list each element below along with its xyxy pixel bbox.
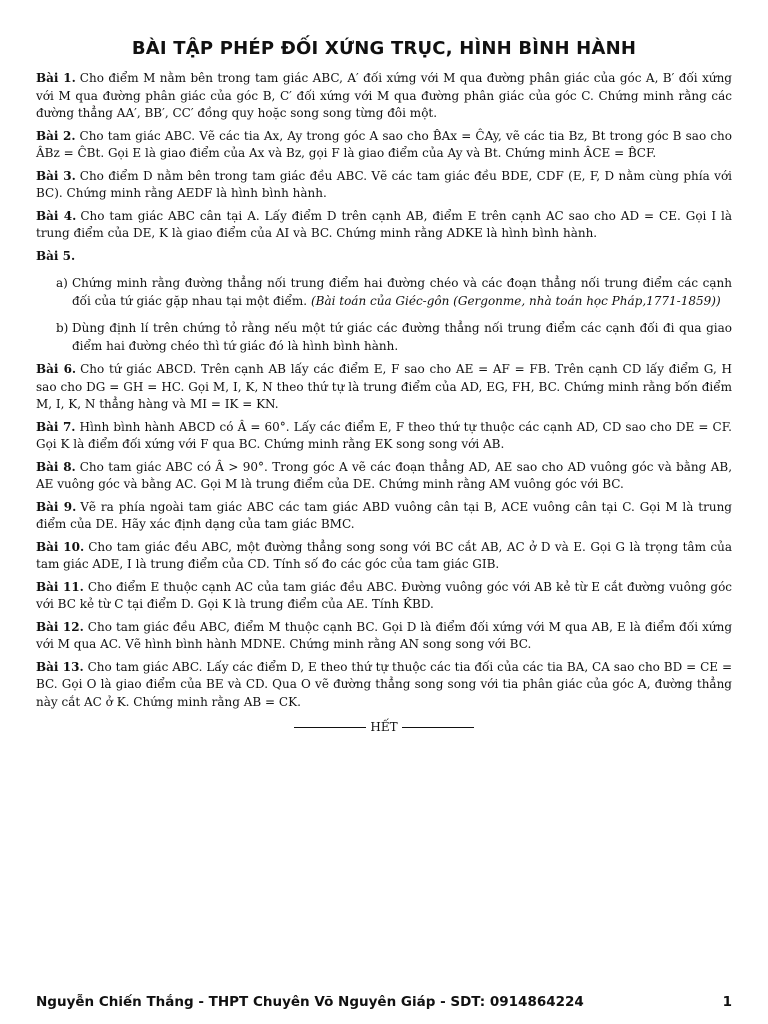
page-title: BÀI TẬP PHÉP ĐỐI XỨNG TRỤC, HÌNH BÌNH HÀNH [131, 38, 637, 59]
problem-7 [36, 419, 732, 454]
problem-text: Cho điểm M nằm bên trong tam giác ABC, A′ đối xứng với M qua đường phân giác của góc A, B′ đối xứng với M qua đường phân giác của góc B, C′ đối xứng với M qua đường phân giác của góc C. Chứng minh rằng các đường thẳng AA′, BB′, CC′ đồng quy hoặc song song từng đôi một. [36, 71, 732, 120]
divider-left [294, 727, 366, 728]
problem-list [36, 70, 732, 737]
problem-10 [36, 539, 732, 574]
problem-label: Bài 9. [36, 499, 77, 514]
page-number: 1 [722, 994, 732, 1010]
problem-12 [36, 619, 732, 654]
problem-text: Cho tam giác ABC có Â > 90°. Trong góc A vẽ các đoạn thẳng AD, AE sao cho AD vuông góc và bằng AB, AE vuông góc và bằng AC. Gọi M là trung điểm của DE. Chứng minh rằng AM vuông góc với BC. [36, 459, 733, 491]
problem-label: Bài 12. [36, 619, 84, 634]
problem-text: Cho tứ giác ABCD. Trên cạnh AB lấy các điểm E, F sao cho AE = AF = FB. Trên cạnh CD lấy điểm G, H sao cho DG = GH = HC. Gọi M, I, K, N theo thứ tự là trung điểm của AD, EG, FH, BC. Chứng minh rằng bốn điểm M, I, K, N thẳng hàng và MI = IK = KN. [36, 362, 732, 411]
problem-label: Bài 10. [36, 539, 85, 554]
problem-text: Cho tam giác ABC. Lấy các điểm D, E theo thứ tự thuộc các tia đối của các tia BA, CA sao cho BD = CE = BC. Gọi O là giao điểm của BE và CD. Qua O vẽ đường thẳng song song với tia phân giác của góc A, đường thẳng này cắt AC ở K. Chứng minh rằng AB = CK. [36, 659, 732, 709]
problem-5-part-b [36, 320, 732, 355]
problem-5-part-a [36, 275, 732, 310]
problem-label: Bài 2. [36, 128, 76, 143]
problem-label: Bài 4. [36, 208, 77, 223]
footer-author: Nguyễn Chiến Thắng - THPT Chuyên Võ Nguyên Giáp - SDT: 0914864224 [36, 994, 584, 1010]
problem-4 [36, 208, 732, 243]
problem-9 [36, 499, 732, 534]
page-footer [36, 994, 732, 1010]
part-label: a) [56, 276, 68, 290]
problem-text: Hình bình hành ABCD có Â = 60°. Lấy các điểm E, F theo thứ tự thuộc các cạnh AD, CD sao cho DE = CF. Gọi K là điểm đối xứng với F qua BC. Chứng minh rằng EK song song với AB. [36, 419, 732, 451]
problem-text: Cho tam giác đều ABC, một đường thẳng song song với BC cắt AB, AC ở D và E. Gọi G là trọng tâm của tam giác ADE, I là trung điểm của CD. Tính số đo các góc của tam giác GIB. [36, 539, 733, 571]
problem-label: Bài 8. [36, 459, 76, 474]
divider-right [402, 727, 474, 728]
historical-note: (Bài toán của Giéc-gôn (Gergonme, nhà toán học Pháp,1771-1859)) [310, 293, 721, 308]
problem-text: Cho tam giác ABC. Vẽ các tia Ax, Ay trong góc A sao cho B̂Ax = ĈAy, vẽ các tia Bz, Bt trong góc B sao cho ÂBz = ĈBt. Gọi E là giao điểm của Ax và Bz, gọi F là giao điểm của Ay và Bt. Chứng minh ÂCE = B̂CF. [36, 128, 732, 160]
problem-text: Cho tam giác ABC cân tại A. Lấy điểm D trên cạnh AB, điểm E trên cạnh AC sao cho AD = CE. Gọi I là trung điểm của DE, K là giao điểm của AI và BC. Chứng minh rằng ADKE là hình bình hành. [36, 208, 733, 240]
problem-6 [36, 361, 732, 414]
end-text: HẾT [370, 720, 398, 734]
problem-label: Bài 13. [36, 659, 84, 674]
problem-label: Bài 1. [36, 71, 76, 85]
problem-text: Cho điểm E thuộc cạnh AC của tam giác đều ABC. Đường vuông góc với AB kẻ từ E cắt đường vuông góc với BC kẻ từ C tại điểm D. Gọi K là trung điểm của AE. Tính K̂BD. [36, 579, 733, 611]
end-marker [36, 719, 732, 737]
problem-8 [36, 459, 732, 494]
part-text: Dùng định lí trên chứng tỏ rằng nếu một tứ giác các đường thẳng nối trung điểm các cạnh đối đi qua giao điểm hai đường chéo thì tứ giác đó là hình bình hành. [72, 321, 732, 353]
part-text: Chứng minh rằng đường thẳng nối trung điểm hai đường chéo và các đoạn thẳng nối trung điểm các cạnh đối của tứ giác gặp nhau tại một điểm. [72, 276, 732, 308]
problem-label: Bài 3. [36, 168, 76, 183]
problem-label: Bài 7. [36, 419, 76, 434]
problem-text: Cho tam giác đều ABC, điểm M thuộc cạnh BC. Gọi D là điểm đối xứng với M qua AB, E là điểm đối xứng với M qua AC. Vẽ hình bình hành MDNE. Chứng minh rằng AN song song với BC. [36, 619, 732, 651]
problem-5 [36, 248, 732, 356]
problem-label: Bài 6. [36, 362, 77, 376]
problem-13 [36, 659, 732, 712]
problem-label: Bài 11. [36, 579, 84, 594]
problem-2 [36, 128, 732, 163]
problem-1 [36, 70, 732, 123]
problem-3 [36, 168, 732, 203]
problem-text: Vẽ ra phía ngoài tam giác ABC các tam giác ABD vuông cân tại B, ACE vuông cân tại C. Gọi M là trung điểm của DE. Hãy xác định dạng của tam giác BMC. [36, 499, 732, 531]
problem-11 [36, 579, 732, 614]
part-label: b) [56, 321, 69, 335]
problem-label: Bài 5. [36, 248, 76, 263]
problem-text: Cho điểm D nằm bên trong tam giác đều ABC. Vẽ các tam giác đều BDE, CDF (E, F, D nằm cùng phía với BC). Chứng minh rằng AEDF là hình bình hành. [36, 168, 732, 200]
